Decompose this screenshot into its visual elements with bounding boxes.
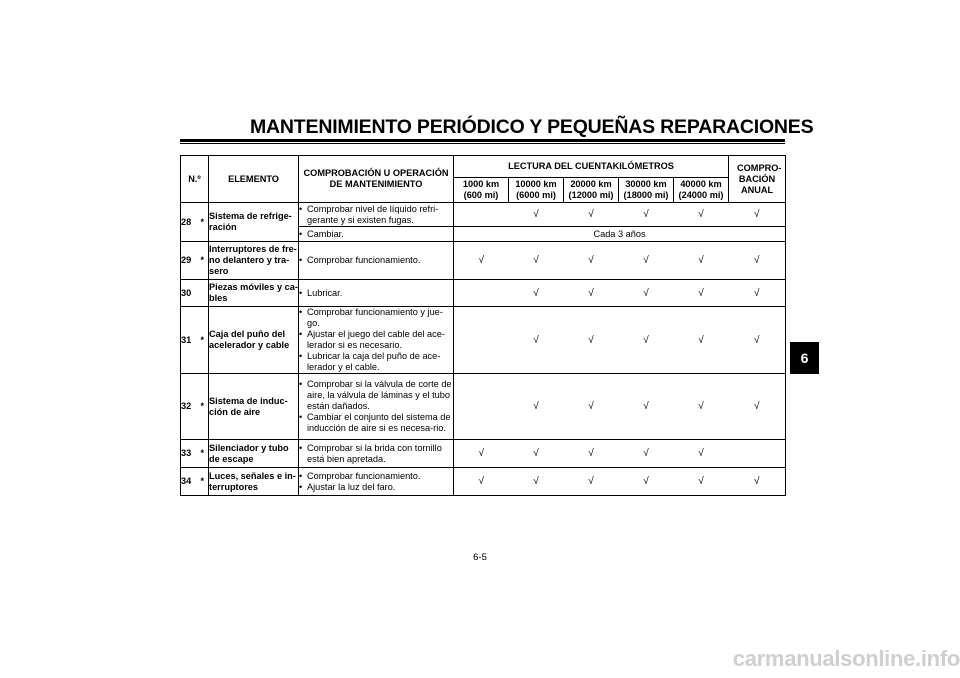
check-mark: √ [729, 468, 786, 496]
row-number: 31 [181, 307, 197, 374]
list-item: • Comprobar si la brida con tornillo está bien apretada. [299, 443, 453, 465]
asterisk: * [197, 203, 209, 242]
page-title: MANTENIMIENTO PERIÓDICO Y PEQUEÑAS REPARACIONES [250, 116, 814, 138]
list-item: • Lubricar. [299, 288, 453, 299]
interval-note: Cada 3 años [454, 227, 786, 242]
title-rule [180, 139, 785, 142]
km-value: 1000 km [462, 179, 500, 189]
check-mark: √ [509, 242, 564, 280]
km-value: 40000 km [680, 179, 722, 189]
element-name: Caja del puño del acelerador y cable [209, 307, 299, 374]
asterisk [197, 280, 209, 307]
check-mark: √ [674, 307, 729, 374]
check-mark: √ [674, 280, 729, 307]
asterisk: * [197, 307, 209, 374]
check-mark: √ [619, 440, 674, 468]
check-mark: √ [729, 374, 786, 440]
check-mark: √ [564, 440, 619, 468]
title-rule-thin [180, 143, 785, 144]
asterisk: * [197, 440, 209, 468]
header-km-1000 [454, 178, 509, 203]
operation-text [299, 440, 454, 468]
check-mark: √ [619, 307, 674, 374]
check-mark: √ [564, 468, 619, 496]
asterisk: * [197, 242, 209, 280]
check-mark: √ [509, 374, 564, 440]
check-mark: √ [674, 468, 729, 496]
check-mark: √ [619, 203, 674, 227]
km-value: 30000 km [625, 179, 667, 189]
list-item: • Ajustar el juego del cable del ace-lerador si es necesario. [299, 329, 453, 351]
element-name: Sistema de refrige-ración [209, 203, 299, 242]
check-mark: √ [674, 374, 729, 440]
check-mark: √ [674, 242, 729, 280]
check-mark [454, 307, 509, 374]
operation-text [299, 227, 454, 242]
header-element: ELEMENTO [209, 156, 299, 203]
operation-text [299, 203, 454, 227]
check-mark: √ [674, 203, 729, 227]
check-mark: √ [564, 374, 619, 440]
asterisk: * [197, 468, 209, 496]
header-km-10000 [509, 178, 564, 203]
element-name: Piezas móviles y ca-bles [209, 280, 299, 307]
operation-text [299, 242, 454, 280]
check-mark: √ [619, 280, 674, 307]
table-row [181, 468, 786, 496]
check-mark: √ [619, 468, 674, 496]
header-km-30000 [619, 178, 674, 203]
header-operation: COMPROBACIÓN U OPERACIÓN DE MANTENIMIENTO [299, 156, 454, 203]
header-km-20000 [564, 178, 619, 203]
check-mark: √ [729, 307, 786, 374]
maintenance-table [180, 155, 786, 496]
check-mark: √ [564, 203, 619, 227]
row-number: 32 [181, 374, 197, 440]
check-mark: √ [564, 280, 619, 307]
check-mark: √ [509, 307, 564, 374]
check-mark: √ [729, 280, 786, 307]
mi-value: (24000 mi) [678, 190, 724, 200]
list-item: • Lubricar la caja del puño de ace-lerador y el cable. [299, 351, 453, 373]
element-name: Sistema de induc-ción de aire [209, 374, 299, 440]
check-mark [454, 280, 509, 307]
list-item: • Comprobar funcionamiento y jue-go. [299, 307, 453, 329]
row-number: 28 [181, 203, 197, 242]
watermark: carmanualsonline.info [732, 646, 960, 671]
check-mark: √ [674, 440, 729, 468]
mi-value: (12000 mi) [568, 190, 614, 200]
table-row [181, 440, 786, 468]
table-row [181, 374, 786, 440]
check-mark: √ [454, 468, 509, 496]
list-item: • Comprobar funcionamiento. [299, 471, 453, 482]
check-mark: √ [564, 307, 619, 374]
element-name: Interruptores de fre-no delantero y tra-sero [209, 242, 299, 280]
check-mark [454, 374, 509, 440]
operation-text [299, 280, 454, 307]
table-row [181, 242, 786, 280]
check-mark: √ [454, 242, 509, 280]
check-mark: √ [454, 440, 509, 468]
check-mark: √ [564, 242, 619, 280]
element-name: Silenciador y tubo de escape [209, 440, 299, 468]
header-num: N.º [181, 156, 209, 203]
row-number: 33 [181, 440, 197, 468]
asterisk: * [197, 374, 209, 440]
check-mark: √ [509, 203, 564, 227]
mi-value: (600 mi) [463, 190, 499, 200]
list-item: • Cambiar. [299, 229, 453, 240]
check-mark: √ [619, 374, 674, 440]
check-mark: √ [509, 280, 564, 307]
check-mark [729, 440, 786, 468]
mi-value: (6000 mi) [516, 190, 556, 200]
mi-value: (18000 mi) [623, 190, 669, 200]
header-annual: COMPRO-BACIÓN ANUAL [729, 156, 786, 203]
chapter-tab[interactable]: 6 [790, 342, 819, 374]
check-mark [454, 203, 509, 227]
header-km-40000 [674, 178, 729, 203]
header-odometer: LECTURA DEL CUENTAKILÓMETROS [454, 156, 729, 178]
table-row [181, 280, 786, 307]
element-name: Luces, señales e in-terruptores [209, 468, 299, 496]
check-mark: √ [729, 203, 786, 227]
row-number: 29 [181, 242, 197, 280]
check-mark: √ [619, 242, 674, 280]
operation-text [299, 307, 454, 374]
page-number: 6-5 [473, 552, 487, 563]
operation-text [299, 374, 454, 440]
row-number: 30 [181, 280, 197, 307]
check-mark: √ [509, 468, 564, 496]
list-item: • Ajustar la luz del faro. [299, 482, 453, 493]
km-value: 20000 km [570, 179, 612, 189]
table-row [181, 307, 786, 374]
check-mark: √ [509, 440, 564, 468]
list-item: • Cambiar el conjunto del sistema de inducción de aire si es necesa-rio. [299, 412, 453, 434]
km-value: 10000 km [515, 179, 557, 189]
list-item: • Comprobar funcionamiento. [299, 255, 453, 266]
row-number: 34 [181, 468, 197, 496]
list-item: • Comprobar nivel de líquido refri-gerante y si existen fugas. [299, 204, 453, 226]
check-mark: √ [729, 242, 786, 280]
table-row [181, 203, 786, 227]
list-item: • Comprobar si la válvula de corte de aire, la válvula de láminas y el tubo están dañados. [299, 379, 453, 412]
operation-text [299, 468, 454, 496]
